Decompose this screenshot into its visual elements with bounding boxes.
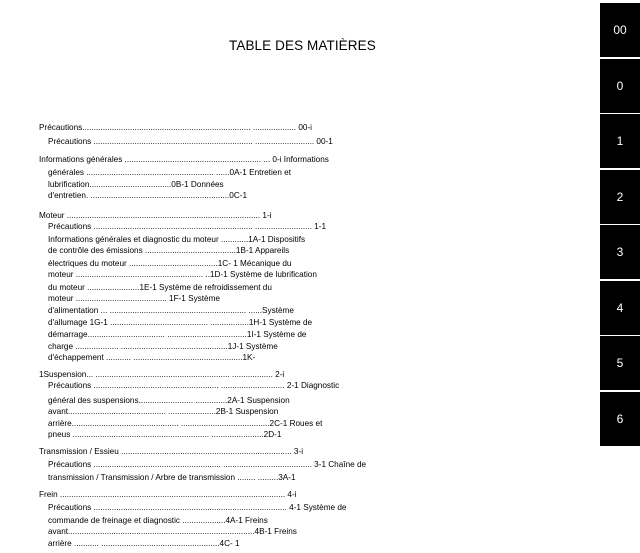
- toc-entry[interactable]: d'entretien. .............................................................0C-1: [48, 191, 248, 200]
- toc-entry[interactable]: arrière............................................... .......................................2C-1 Roues et: [48, 419, 323, 428]
- toc-entry[interactable]: Moteur ..................................................................................... 1-i: [39, 211, 272, 220]
- toc-entry[interactable]: commande de freinage et diagnostic ...................4A-1 Freins: [48, 516, 268, 525]
- toc-entry[interactable]: Précautions.......................................................................... ................... 00-i: [39, 123, 312, 132]
- toc-entry[interactable]: du moteur .......................1E-1 Système de refroidissement du: [48, 283, 272, 292]
- toc-entry[interactable]: d'échappement ........... ................................................1K-: [48, 353, 256, 362]
- toc-entry[interactable]: charge ................... ...............................................1J-1 Système: [48, 342, 278, 351]
- toc-entry[interactable]: Précautions ...................................................................... ......................... 1-1: [48, 222, 326, 231]
- toc-entry[interactable]: générales ........................................................ ......0A-1 Entretien et: [48, 168, 291, 177]
- chapter-tab-strip: [600, 3, 640, 447]
- toc-entry[interactable]: avant........................................... .....................2B-1 Suspension: [48, 407, 279, 416]
- toc-entry[interactable]: Informations générales ............................................................ ... 0-i Informations: [39, 155, 329, 164]
- toc-entry[interactable]: Frein ................................................................................................... 4-i: [39, 490, 297, 499]
- chapter-tab-4[interactable]: 4: [600, 281, 640, 335]
- chapter-tab-2[interactable]: 2: [600, 170, 640, 224]
- toc-entry[interactable]: Précautions ...................................................................... .......................... 00-1: [48, 137, 333, 146]
- toc-entry[interactable]: Précautions ....................................................... ............................ 2-1 Diagnostic: [48, 381, 340, 390]
- toc-entry[interactable]: d'allumage 1G-1 ........................................... .................1H-1 Système de: [48, 318, 313, 327]
- toc-entry[interactable]: avant..................................................................................4B-1 Freins: [48, 527, 297, 536]
- toc-entry[interactable]: démarrage.................................. ...................................1I-1 Système de: [48, 330, 307, 339]
- toc-entry[interactable]: général des suspensions........................ ..............2A-1 Suspension: [48, 396, 290, 405]
- chapter-tab-6[interactable]: 6: [600, 392, 640, 446]
- chapter-tab-00[interactable]: 00: [600, 3, 640, 57]
- toc-entry[interactable]: électriques du moteur .......................................1C- 1 Mécanique du: [48, 259, 292, 268]
- toc-entry[interactable]: Précautions ........................................................ ....................................... 3-1 Chaîne de: [48, 460, 367, 469]
- chapter-tab-1[interactable]: 1: [600, 114, 640, 168]
- toc-entry[interactable]: lubrification....................................0B-1 Données: [48, 180, 224, 189]
- chapter-tab-3[interactable]: 3: [600, 225, 640, 279]
- toc-entry[interactable]: Précautions ..................................................................................... 4-1 Système de: [48, 503, 347, 512]
- chapter-tab-5[interactable]: 5: [600, 336, 640, 390]
- chapter-tab-0[interactable]: 0: [600, 59, 640, 113]
- toc-entry[interactable]: Transmission / Essieu ........................................................................... 3-i: [39, 447, 304, 456]
- toc-entry[interactable]: d'alimentation ... ............................................................ ......Système: [48, 306, 294, 315]
- toc-entry[interactable]: arrière ........... ....................................................4C- 1: [48, 539, 240, 548]
- toc-entry[interactable]: moteur ........................................................ ..1D-1 Système de lubrification: [48, 270, 317, 279]
- page-title: TABLE DES MATIÈRES: [229, 38, 376, 53]
- toc-entry[interactable]: transmission / Transmission / Arbre de transmission ........ .........3A-1: [48, 473, 296, 482]
- toc-entry[interactable]: de contrôle des émissions ........................................1B-1 Appareils: [48, 246, 290, 255]
- toc-entry[interactable]: 1Suspension... ........................................................... .................. 2-i: [39, 370, 285, 379]
- toc-entry[interactable]: pneus ............................................................ .......................2D-1: [48, 430, 282, 439]
- toc-entry[interactable]: moteur ........................................ 1F-1 Système: [48, 294, 220, 303]
- toc-entry[interactable]: Informations générales et diagnostic du moteur ............1A-1 Dispositifs: [48, 235, 306, 244]
